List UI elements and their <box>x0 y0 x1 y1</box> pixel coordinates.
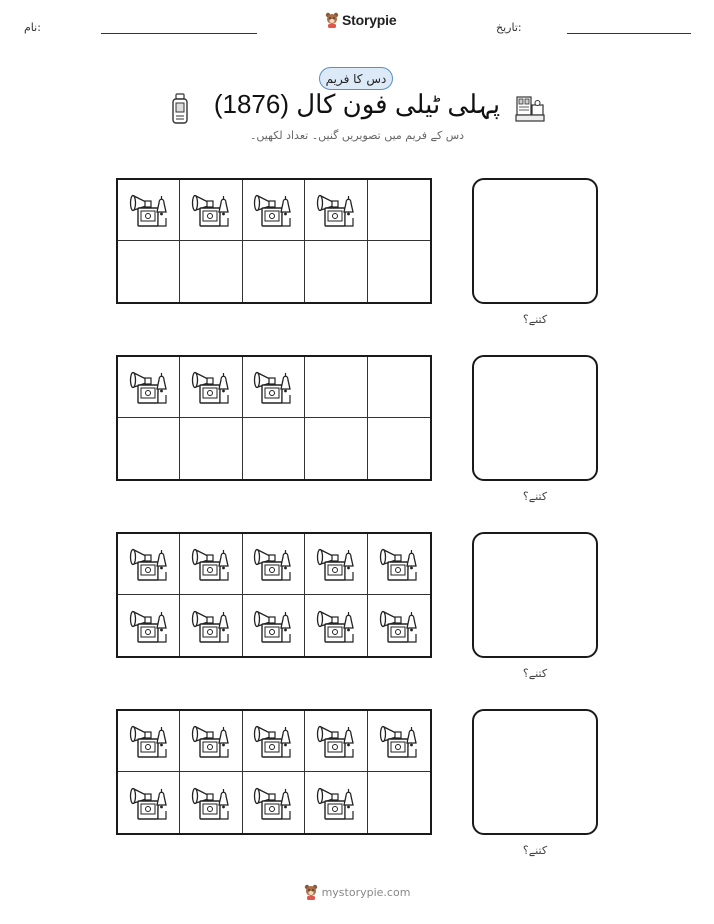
antique-telephone-icon <box>315 783 357 823</box>
frame-cell <box>243 418 305 479</box>
how-many-label-4: کتنے؟ <box>522 844 548 857</box>
antique-telephone-icon <box>128 606 170 646</box>
ten-frame-4 <box>116 709 432 835</box>
antique-telephone-icon <box>315 721 357 761</box>
answer-box-2[interactable] <box>472 355 598 481</box>
antique-telephone-icon <box>252 367 294 407</box>
antique-telephone-icon <box>128 544 170 584</box>
switchboard-icon <box>515 95 545 123</box>
frame-cell <box>243 241 305 302</box>
frame-cell <box>305 357 367 418</box>
antique-telephone-icon <box>252 783 294 823</box>
ten-frame-1 <box>116 178 432 304</box>
frame-cell <box>243 711 305 772</box>
frame-cell <box>243 772 305 833</box>
frame-cell <box>305 418 367 479</box>
frame-cell <box>305 180 367 241</box>
name-label: نام: <box>24 21 41 34</box>
antique-telephone-icon <box>252 606 294 646</box>
answer-box-3[interactable] <box>472 532 598 658</box>
how-many-label-1: کتنے؟ <box>522 313 548 326</box>
antique-telephone-icon <box>252 190 294 230</box>
frame-cell <box>180 357 242 418</box>
ten-frame-3 <box>116 532 432 658</box>
frame-cell <box>368 241 430 302</box>
frame-cell <box>180 595 242 656</box>
frame-cell <box>243 534 305 595</box>
frame-cell <box>305 595 367 656</box>
antique-telephone-icon <box>128 367 170 407</box>
frame-cell <box>118 241 180 302</box>
antique-telephone-icon <box>252 544 294 584</box>
antique-telephone-icon <box>128 783 170 823</box>
frame-cell <box>368 595 430 656</box>
name-line[interactable] <box>101 33 257 34</box>
how-many-label-2: کتنے؟ <box>522 490 548 503</box>
frame-cell <box>118 534 180 595</box>
answer-box-4[interactable] <box>472 709 598 835</box>
antique-telephone-icon <box>252 721 294 761</box>
page-title: پہلی ٹیلی فون کال (1876) <box>213 89 501 119</box>
antique-telephone-icon <box>128 190 170 230</box>
antique-telephone-icon <box>128 721 170 761</box>
frame-cell <box>305 772 367 833</box>
telephone-receiver-icon <box>169 93 191 125</box>
antique-telephone-icon <box>378 721 420 761</box>
ten-frame-2 <box>116 355 432 481</box>
antique-telephone-icon <box>315 190 357 230</box>
bear-mascot-icon <box>325 12 339 28</box>
frame-cell <box>368 534 430 595</box>
worksheet-type-badge: دس کا فریم <box>319 67 393 90</box>
frame-cell <box>368 357 430 418</box>
antique-telephone-icon <box>190 544 232 584</box>
instructions: دس کے فریم میں تصویریں گنیں۔ تعداد لکھیں۔ <box>249 129 465 142</box>
frame-cell <box>180 418 242 479</box>
frame-cell <box>305 241 367 302</box>
frame-cell <box>243 357 305 418</box>
frame-cell <box>118 772 180 833</box>
antique-telephone-icon <box>378 544 420 584</box>
antique-telephone-icon <box>190 606 232 646</box>
frame-cell <box>368 711 430 772</box>
how-many-label-3: کتنے؟ <box>522 667 548 680</box>
frame-cell <box>180 534 242 595</box>
frame-cell <box>368 180 430 241</box>
antique-telephone-icon <box>190 190 232 230</box>
frame-cell <box>305 711 367 772</box>
frame-cell <box>118 180 180 241</box>
date-label: تاریخ: <box>496 21 522 34</box>
antique-telephone-icon <box>190 367 232 407</box>
frame-cell <box>180 241 242 302</box>
frame-cell <box>118 418 180 479</box>
date-line[interactable] <box>567 33 691 34</box>
frame-cell <box>305 534 367 595</box>
answer-box-1[interactable] <box>472 178 598 304</box>
brand-logo <box>325 12 396 28</box>
footer-url: mystorypie.com <box>321 885 411 899</box>
brand-name: Storypie <box>342 12 397 28</box>
frame-cell <box>118 711 180 772</box>
antique-telephone-icon <box>378 606 420 646</box>
antique-telephone-icon <box>315 606 357 646</box>
title-row <box>0 89 714 125</box>
frame-cell <box>243 180 305 241</box>
frame-cell <box>368 418 430 479</box>
frame-cell <box>118 595 180 656</box>
antique-telephone-icon <box>315 544 357 584</box>
frame-cell <box>118 357 180 418</box>
frame-cell <box>368 772 430 833</box>
antique-telephone-icon <box>190 721 232 761</box>
frame-cell <box>180 180 242 241</box>
bear-mascot-icon <box>304 884 318 900</box>
antique-telephone-icon <box>190 783 232 823</box>
frame-cell <box>180 772 242 833</box>
footer <box>0 884 714 900</box>
frame-cell <box>243 595 305 656</box>
frame-cell <box>180 711 242 772</box>
